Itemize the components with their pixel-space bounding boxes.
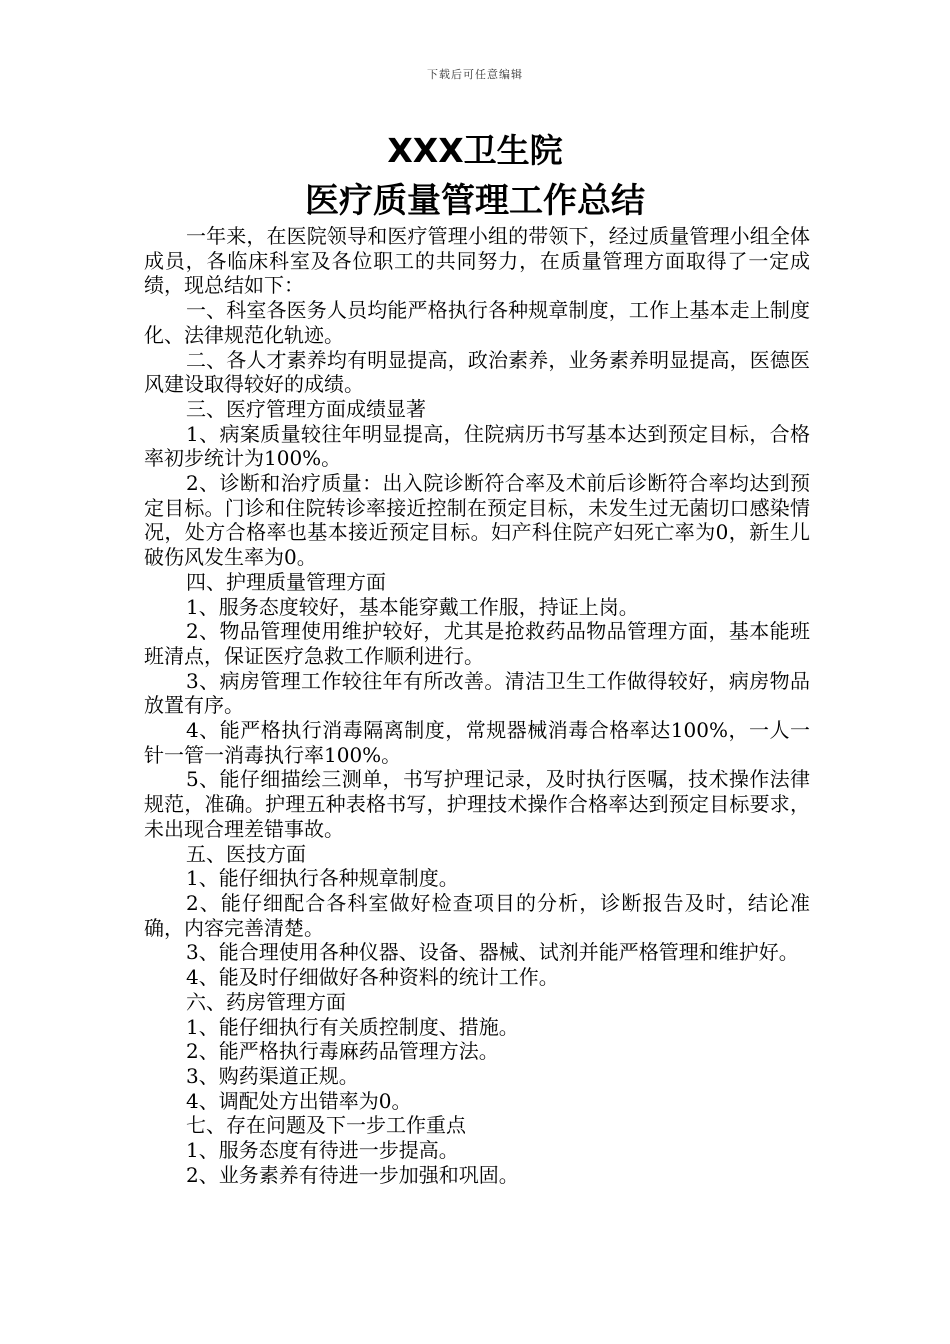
paragraph-4-3: 3、病房管理工作较往年有所改善。清洁卫生工作做得较好，病房物品放置有序。 xyxy=(144,668,810,718)
paragraph-6-2: 2、能严格执行毒麻药品管理方法。 xyxy=(186,1039,499,1064)
paragraph-section-2: 二、各人才素养均有明显提高，政治素养，业务素养明显提高，医德医风建设取得较好的成绩。 xyxy=(144,347,810,397)
paragraph-5-3: 3、能合理使用各种仪器、设备、器械、试剂并能严格管理和维护好。 xyxy=(186,940,799,965)
paragraph-4-2: 2、物品管理使用维护较好，尤其是抢救药品物品管理方面，基本能班班清点，保证医疗急救工作顺利进行。 xyxy=(144,619,810,668)
paragraph-6-3: 3、购药渠道正规。 xyxy=(186,1063,359,1088)
paragraph-7-1: 1、服务态度有待进一步提高。 xyxy=(186,1138,459,1163)
document-title-hospital: XXX卫生院 xyxy=(387,131,563,170)
paragraph-4-4: 4、能严格执行消毒隔离制度，常规器械消毒合格率达100%，一人一针一管一消毒执行率100%。 xyxy=(144,718,810,767)
paragraph-4-5: 5、能仔细描绘三测单，书写护理记录，及时执行医嘱，技术操作法律规范，准确。护理五种表格书写，护理技术操作合格率达到预定目标要求，未出现合理差错事故。 xyxy=(144,767,810,841)
paragraph-5-2: 2、能仔细配合各科室做好检查项目的分析，诊断报告及时，结论准确，内容完善清楚。 xyxy=(144,890,810,940)
paragraph-4-1: 1、服务态度较好，基本能穿戴工作服，持证上岗。 xyxy=(186,594,639,619)
heading-section-5: 五、医技方面 xyxy=(186,841,306,866)
paragraph-section-1: 一、科室各医务人员均能严格执行各种规章制度，工作上基本走上制度化、法律规范化轨迹。 xyxy=(144,298,810,347)
document-body xyxy=(144,224,810,1187)
paragraph-7-2: 2、业务素养有待进一步加强和巩固。 xyxy=(186,1162,519,1187)
header-note: 下载后可任意编辑 xyxy=(427,68,523,81)
paragraph-3-2: 2、诊断和治疗质量：出入院诊断符合率及术前后诊断符合率均达到预定目标。门诊和住院转诊率接近控制在预定目标，未发生过无菌切口感染情况，处方合格率也基本接近预定目标。妇产科住院产妇死亡率为0，新生儿破伤风发生率为0。 xyxy=(144,471,810,570)
heading-section-3: 三、医疗管理方面成绩显著 xyxy=(186,396,426,421)
heading-section-6: 六、药房管理方面 xyxy=(186,989,346,1014)
document-title-summary: 医疗质量管理工作总结 xyxy=(305,181,645,221)
heading-section-7: 七、存在问题及下一步工作重点 xyxy=(186,1113,466,1138)
paragraph-3-1: 1、病案质量较往年明显提高，住院病历书写基本达到预定目标，合格率初步统计为100%。 xyxy=(144,421,810,471)
paragraph-5-1: 1、能仔细执行各种规章制度。 xyxy=(186,866,459,891)
paragraph-6-4: 4、调配处方出错率为0。 xyxy=(186,1088,412,1113)
paragraph-intro: 一年来，在医院领导和医疗管理小组的带领下，经过质量管理小组全体成员，各临床科室及各位职工的共同努力，在质量管理方面取得了一定成绩，现总结如下： xyxy=(144,224,810,298)
paragraph-5-4: 4、能及时仔细做好各种资料的统计工作。 xyxy=(186,965,559,990)
heading-section-4: 四、护理质量管理方面 xyxy=(186,569,386,594)
paragraph-6-1: 1、能仔细执行有关质控制度、措施。 xyxy=(186,1014,519,1039)
